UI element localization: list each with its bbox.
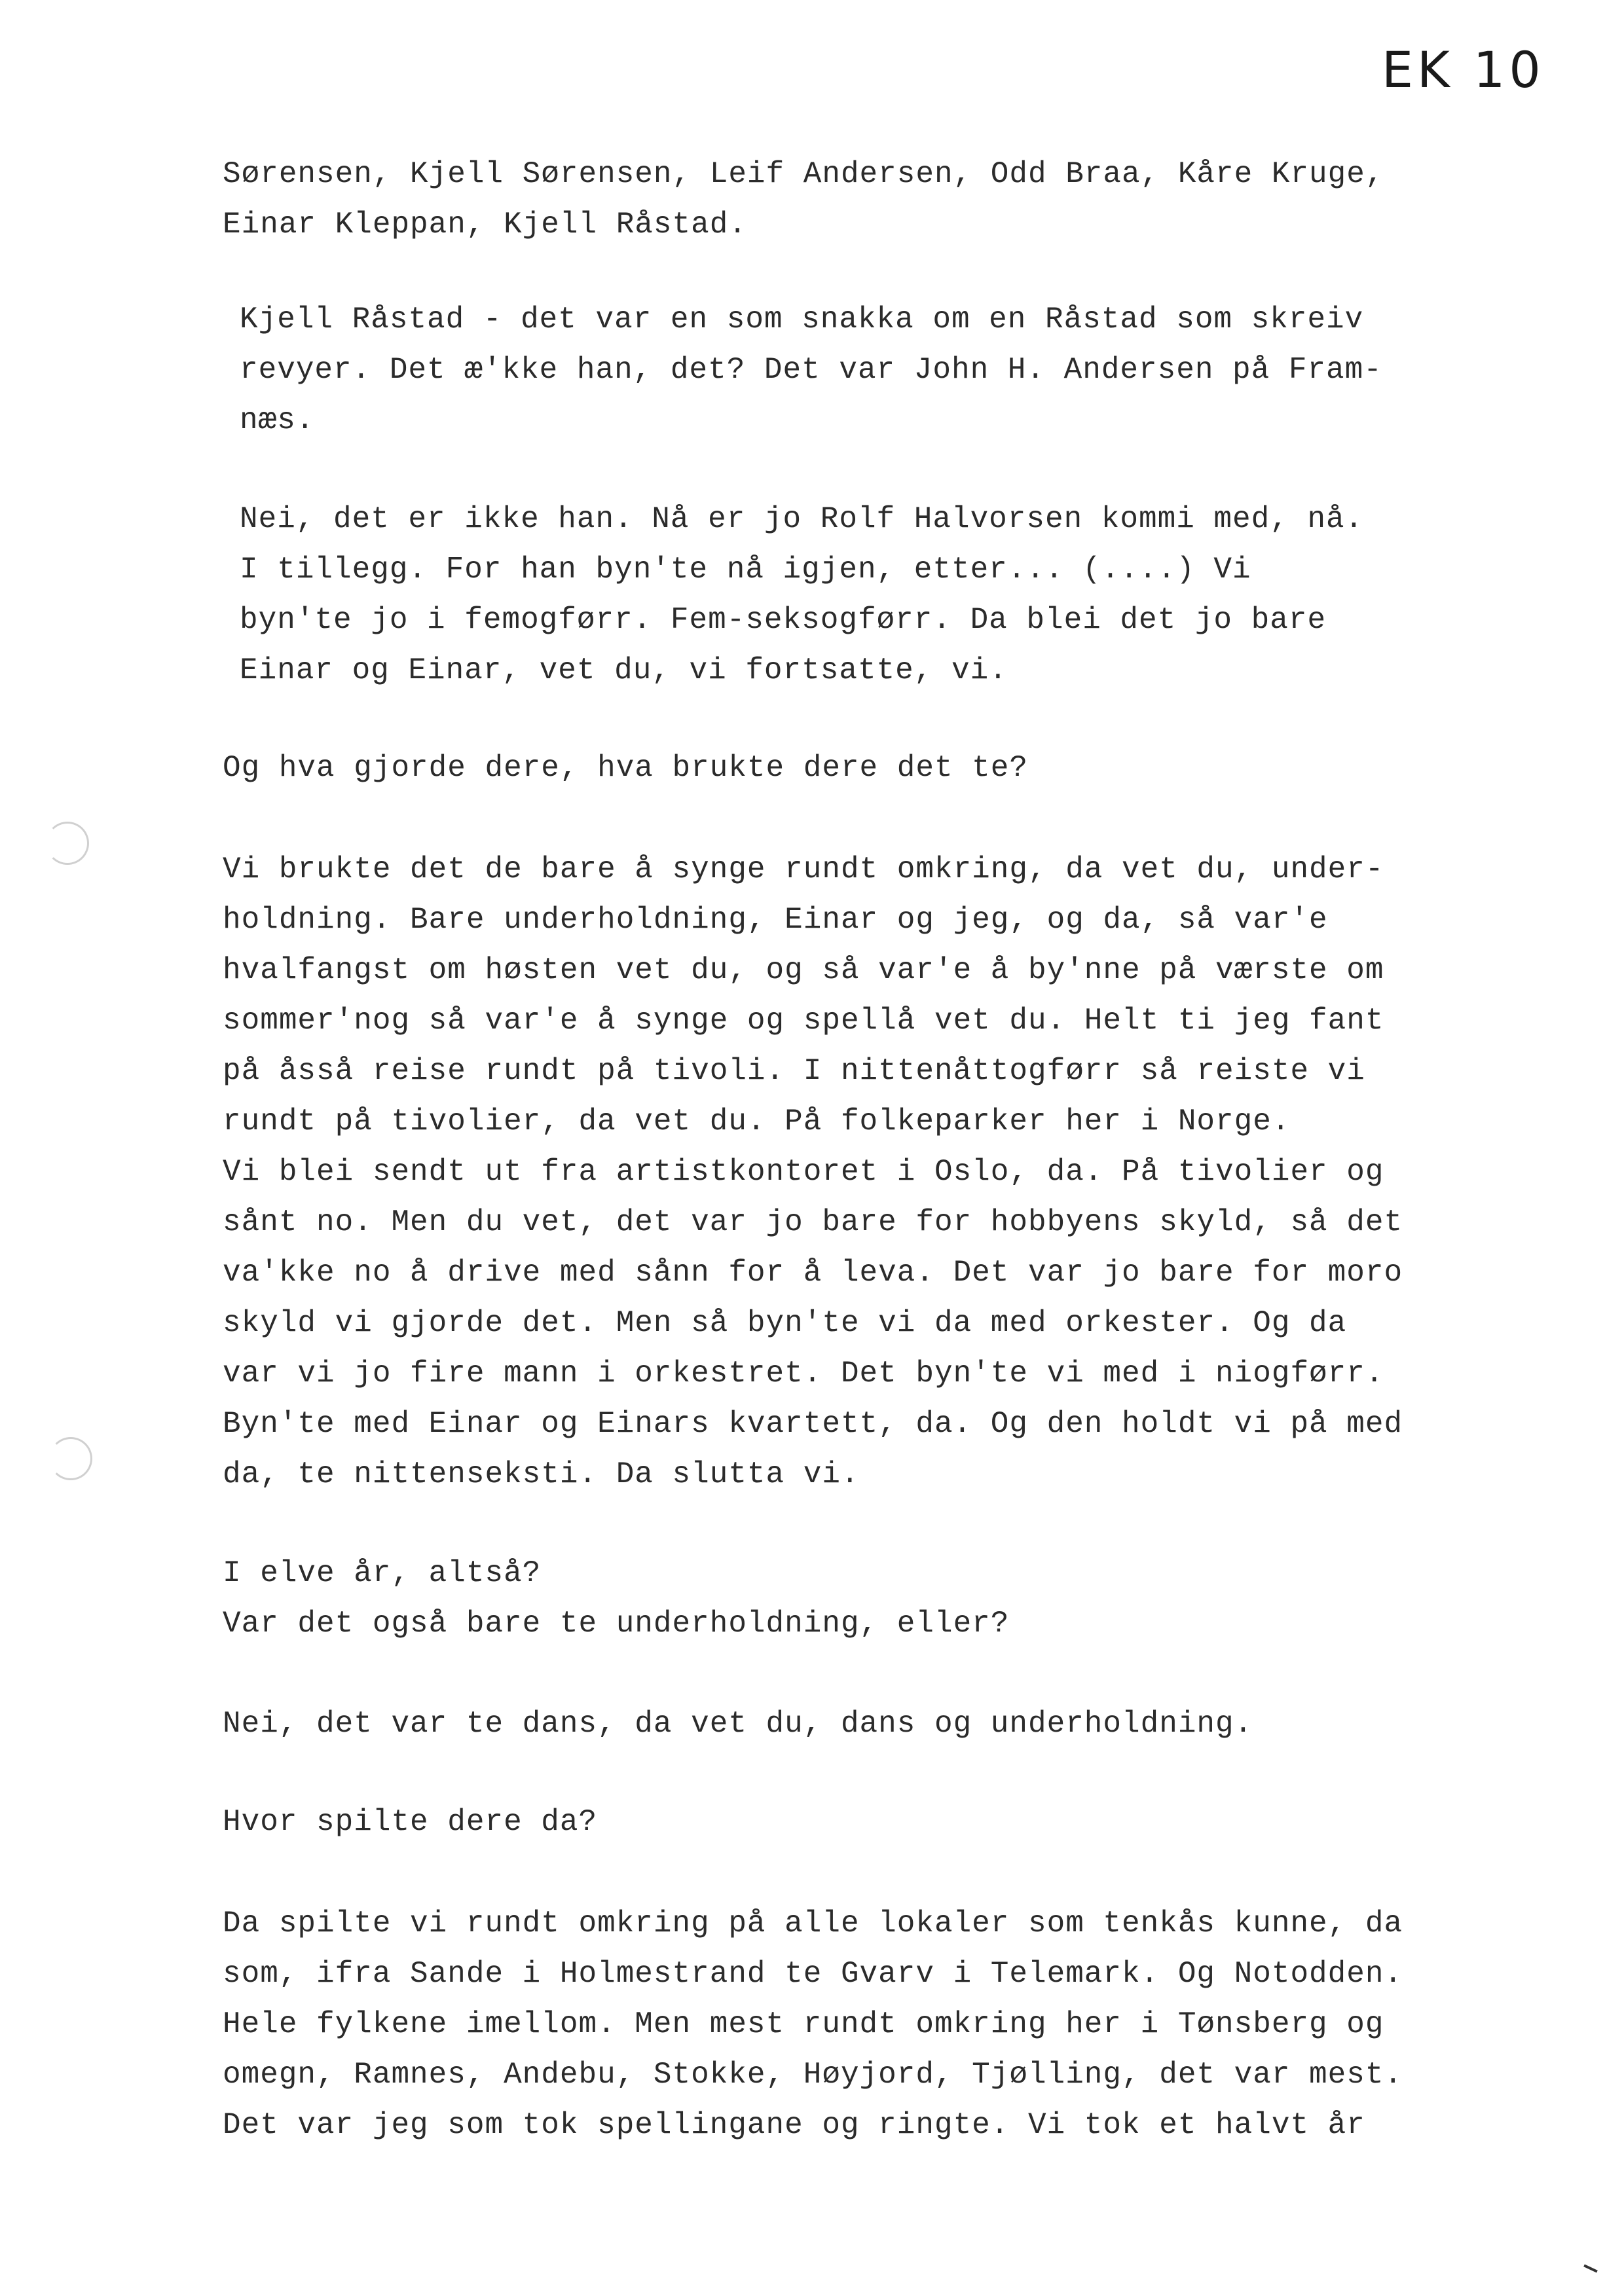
text-line: Sørensen, Kjell Sørensen, Leif Andersen, Odd Braa, Kåre Kruge, [223,157,1384,191]
paragraph-1 [223,149,1384,250]
text-line: sånt no. Men du vet, det var jo bare for hobbyens skyld, så det [223,1205,1403,1239]
text-line: Hele fylkene imellom. Men mest rundt omkring her i Tønsberg og [223,2007,1384,2041]
text-line: rundt på tivolier, da vet du. På folkeparker her i Norge. [223,1104,1291,1139]
text-line: holdning. Bare underholdning, Einar og jeg, og da, så var'e [223,903,1328,937]
text-line: var vi jo fire mann i orkestret. Det byn'te vi med i niogførr. [223,1357,1384,1391]
text-line: på åsså reise rundt på tivoli. I nittenåttogførr så reiste vi [223,1054,1365,1088]
text-line: som, ifra Sande i Holmestrand te Gvarv i Telemark. Og Notodden. [223,1957,1403,1991]
punch-hole [49,1437,92,1480]
text-line: skyld vi gjorde det. Men så byn'te vi da med orkester. Og da [223,1306,1347,1340]
text-line: Einar Kleppan, Kjell Råstad. [223,208,747,242]
text-line: Var det også bare te underholdning, eller? [223,1607,1010,1641]
text-line: omegn, Ramnes, Andebu, Stokke, Høyjord, Tjølling, det var mest. [223,2058,1403,2092]
page-number-handwritten: EK 10 [1382,41,1545,99]
text-line: Byn'te med Einar og Einars kvartett, da. Og den holdt vi på med [223,1407,1403,1441]
text-line: hvalfangst om høsten vet du, og så var'e å by'nne på værste om [223,953,1384,987]
text-line: Kjell Råstad - det var en som snakka om en Råstad som skreiv [240,302,1364,337]
stray-mark [1583,2265,1598,2273]
text-line: næs. [240,403,315,437]
text-line: da, te nittenseksti. Da slutta vi. [223,1457,860,1491]
paragraph-9 [223,1899,1403,2151]
paragraph-7 [223,1699,1253,1749]
paragraph-3 [240,494,1363,696]
paragraph-2 [240,295,1382,446]
paragraph-6 [223,1548,1009,1649]
text-line: Einar og Einar, vet du, vi fortsatte, vi. [240,653,1008,687]
text-line: Og hva gjorde dere, hva brukte dere det te? [223,751,1028,785]
text-line: revyer. Det æ'kke han, det? Det var John H. Andersen på Fram- [240,353,1382,387]
paragraph-8 [223,1797,597,1848]
text-line: Nei, det var te dans, da vet du, dans og underholdning. [223,1707,1253,1741]
text-line: Da spilte vi rundt omkring på alle lokaler som tenkås kunne, da [223,1906,1403,1941]
paragraph-5 [223,845,1403,1500]
text-line: sommer'nog så var'e å synge og spellå vet du. Helt ti jeg fant [223,1004,1384,1038]
text-line: va'kke no å drive med sånn for å leva. Det var jo bare for moro [223,1256,1403,1290]
text-line: I elve år, altså? [223,1556,542,1590]
text-line: Det var jeg som tok spellingane og ringte. Vi tok et halvt år [223,2108,1365,2142]
text-line: Hvor spilte dere da? [223,1805,598,1839]
paragraph-4 [223,743,1028,793]
text-line: Vi blei sendt ut fra artistkontoret i Oslo, da. På tivolier og [223,1155,1384,1189]
text-line: Nei, det er ikke han. Nå er jo Rolf Halvorsen kommi med, nå. [240,502,1364,536]
text-line: I tillegg. For han byn'te nå igjen, etter... (....) Vi [240,553,1251,587]
text-line: byn'te jo i femogførr. Fem-seksogførr. Da blei det jo bare [240,603,1327,637]
text-line: Vi brukte det de bare å synge rundt omkring, da vet du, under- [223,852,1384,886]
punch-hole [46,822,89,865]
